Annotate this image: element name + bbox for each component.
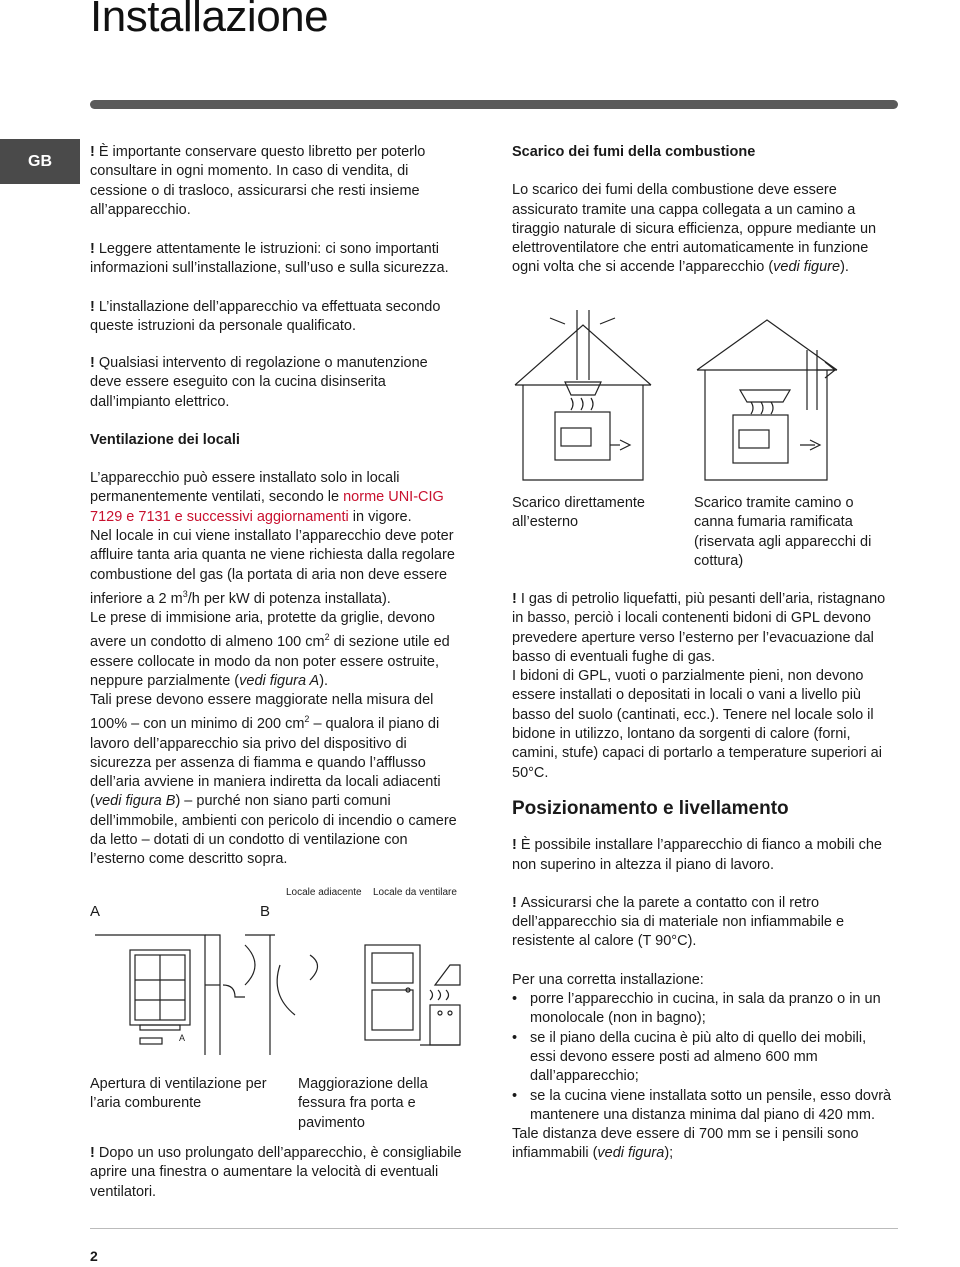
fumes-section: [512, 143, 892, 278]
fumes-paragraph: Lo scarico dei fumi della combustione deve essere assicurato tramite una cappa collegata a un camino a tiraggio naturale di sicura efficienza, oppure mediante un elettroventilatore che entri automaticamente in funzione ogni volta che si accende l’apparecchio (vedi figure).: [512, 182, 877, 276]
bullet-item: • porre l’apparecchio in cucina, in sala da pranzo o in un monolocale (non in bagno);: [530, 990, 892, 1029]
left-column-intro: [90, 143, 462, 336]
paragraph-open-window: ! Dopo un uso prolungato dell’apparecchio, è consigliabile aprire una finestra o aumentare la velocità di eventuali ventilatori.: [90, 1145, 462, 1200]
figure-b-door-illustration: [270, 925, 465, 1065]
fumes-houses-illustration: [515, 310, 915, 485]
page-number: 2: [90, 1248, 98, 1264]
label-room-to-ventilate: Locale da ventilare: [373, 887, 457, 898]
svg-text:A: A: [179, 1033, 186, 1043]
paragraph-read-instructions: ! Leggere attentamente le istruzioni: ci sono importanti informazioni sull’installazione, sull’uso e sulla sicurezza.: [90, 241, 449, 277]
caption-direct-exhaust: Scarico direttamente all’esterno: [512, 495, 645, 531]
positioning-paragraph-2: ! Assicurarsi che la parete a contatto con il retro dell’apparecchio sia di materiale non infiammabile e resistente al calore (T 90°C).: [512, 894, 845, 950]
caption-chimney-exhaust: Scarico tramite camino o canna fumaria ramificata (riservata agli apparecchi di cottura): [694, 495, 872, 569]
gpl-section: [512, 590, 892, 1164]
language-tab: GB: [0, 139, 80, 184]
vent-paragraph-4: Tali prese devono essere maggiorate nella misura del 100% – con un minimo di 200 $cm^2$ – qualora il piano di lavoro dell’apparecchio sia privo del dispositivo di sicurezza per assenza di fiamma e quando l’afflusso dell’aria avviene in maniera indiretta da locali adiacenti (vedi figura B) – purché non siano parti comuni dell’immobile, ambienti con pericolo di incendio o camere da letto – dotati di un condotto di ventilazione con l’esterno come descritto sopra.: [90, 692, 457, 868]
figure-b-letter: B: [260, 903, 271, 920]
title-underline-bar: [90, 100, 898, 109]
left-column-main: [90, 354, 462, 870]
positioning-paragraph-1: ! È possibile installare l’apparecchio di fianco a mobili che non superino in altezza il piano di lavoro.: [512, 837, 882, 873]
caption-figure-b: Maggiorazione della fessura fra porta e pavimento: [298, 1076, 428, 1131]
gpl-paragraph-2: I bidoni di GPL, vuoti o parzialmente pieni, non devono essere installati o depositati in locali o vani a livello più basso del suolo (cantinati, ecc.). Tenere nel locale solo il bidone in utilizzo, lontano da sorgenti di calore (forni, camini, stufe) capaci di portarlo a temperature superiori ai 50°C.: [512, 668, 882, 781]
figure-a-letter: A: [90, 903, 101, 920]
positioning-final: Tale distanza deve essere di 700 mm se i pensili sono infiammabili (vedi figura);: [512, 1126, 859, 1162]
ventilation-heading: Ventilazione dei locali: [90, 431, 240, 448]
paragraph-keep-manual: ! È importante conservare questo libretto per poterlo consultare in ogni momento. In caso di vendita, di cessione o di trasloco, assicurarsi che resti insieme all’apparecchio.: [90, 144, 426, 218]
vent-paragraph-1: L’apparecchio può essere installato solo in locali permanentemente ventilati, secondo le norme UNI-CIG 7129 e 7131 e successivi aggiornamenti in vigore.: [90, 470, 444, 525]
paragraph-qualified-installer: ! L’installazione dell’apparecchio va effettuata secondo queste istruzioni da personale qualificato.: [90, 298, 441, 335]
page-title: Installazione: [90, 0, 329, 41]
bullet-item: • se la cucina viene installata sotto un pensile, esso dovrà mantenere una distanza minima dal piano di 420 mm.: [530, 1087, 892, 1126]
caption-figure-a: Apertura di ventilazione per l’aria comburente: [90, 1076, 267, 1112]
installation-bullets: [512, 990, 892, 1125]
label-adjacent-room: Locale adiacente: [286, 887, 362, 898]
vent-paragraph-3: Le prese di immisione aria, protette da griglie, devono avere un condotto di almeno 100 $cm^2$ di sezione utile ed essere collocate in modo da non poter essere ostruite, neppure parzialmente (vedi figura A).: [90, 610, 450, 689]
positioning-heading: Posizionamento e livellamento: [512, 797, 789, 819]
figure-a-window-illustration: [95, 925, 275, 1065]
bullet-item: • se il piano della cucina è più alto di quello dei mobili, essi devono essere posti ad almeno 600 mm dall’apparecchio;: [530, 1029, 892, 1087]
footer-divider: [90, 1228, 898, 1229]
vent-paragraph-2: Nel locale in cui viene installato l’apparecchio deve poter affluire tanta aria quanta ne viene richiesta dalla regolare combustione del gas (la portata di aria non deve essere inferiore a 2 $m^3/h$ per kW di potenza installata).: [90, 528, 455, 607]
gpl-paragraph-1: ! I gas di petrolio liquefatti, più pesanti dell’aria, ristagnano in basso, perciò i locali contenenti bidoni di GPL devono prevedere aperture verso l’esterno per l’evacuazione dal basso di eventuali fughe di gas.: [512, 591, 886, 665]
fumes-heading: Scarico dei fumi della combustione: [512, 144, 756, 160]
paragraph-disconnect-power: ! Qualsiasi intervento di regolazione o manutenzione deve essere eseguito con la cucina disinserita dall’impianto elettrico.: [90, 355, 428, 410]
positioning-intro: Per una corretta installazione:: [512, 971, 704, 988]
